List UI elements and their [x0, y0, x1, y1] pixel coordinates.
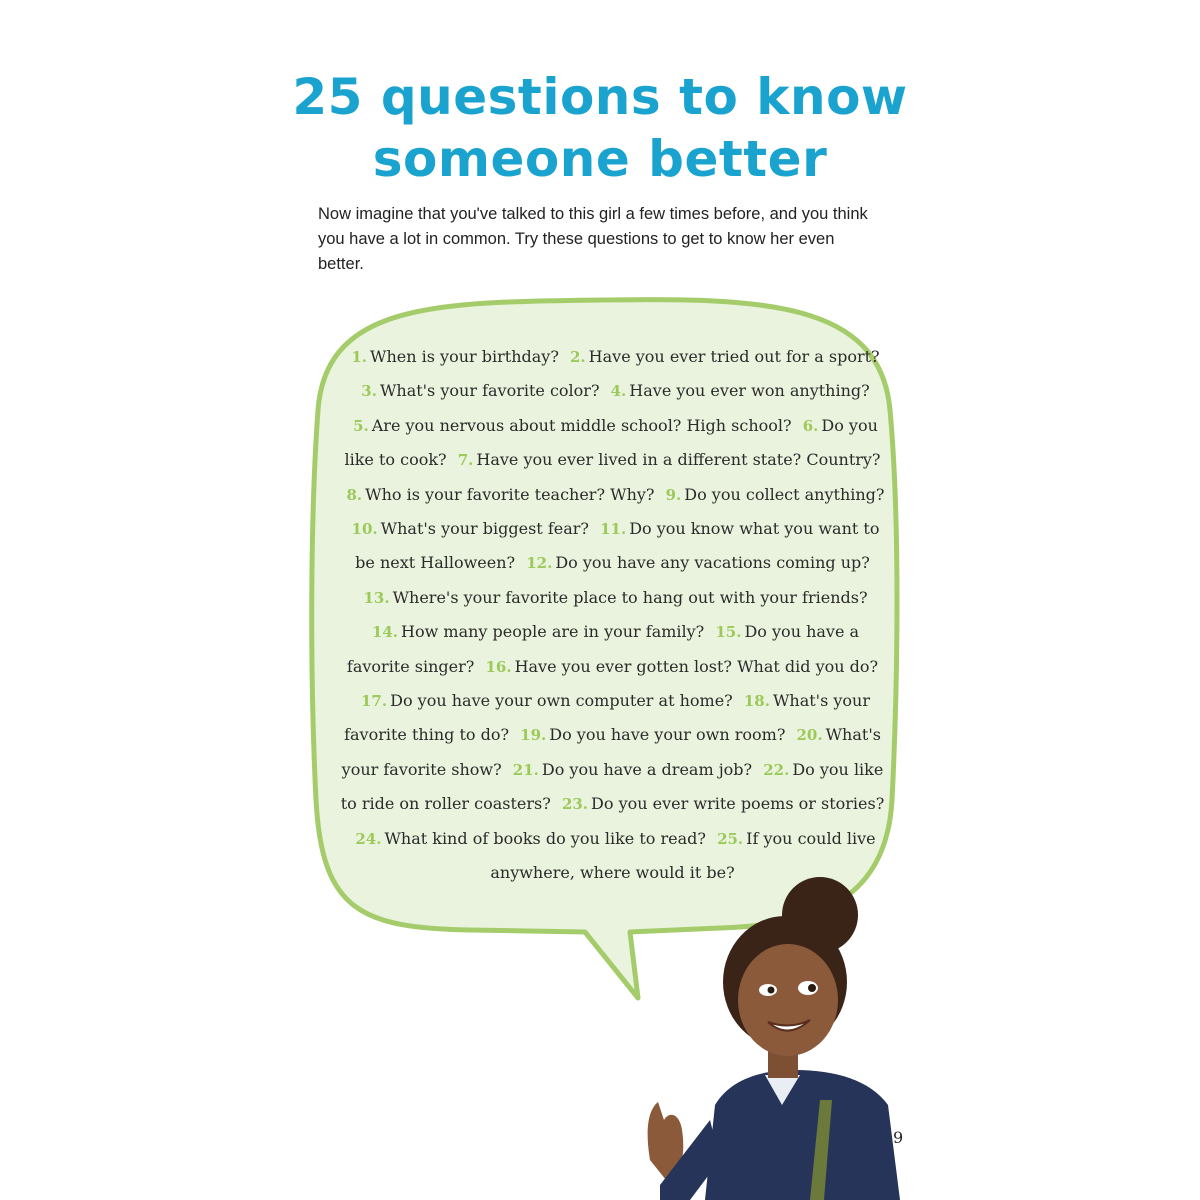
girl-pupil-left: [768, 987, 775, 994]
question-item: [366, 622, 704, 641]
question-number: 22.: [763, 760, 790, 779]
question-text: What's your favorite show?: [341, 725, 881, 779]
question-item: [345, 347, 559, 366]
question-item: [660, 485, 885, 504]
question-item: [355, 691, 733, 710]
question-item: [340, 485, 654, 504]
question-number: 15.: [715, 623, 742, 642]
question-item: [355, 381, 599, 400]
questions-list: [340, 340, 885, 890]
question-item: [564, 347, 880, 366]
question-number: 11.: [600, 520, 627, 539]
question-number: 9.: [665, 485, 682, 504]
question-number: 23.: [561, 795, 589, 814]
question-item: [349, 829, 706, 848]
question-text: Do you like to ride on roller coasters?: [340, 759, 884, 814]
question-text: Have you ever lived in a different state? Country?: [476, 450, 881, 470]
question-number: 3.: [361, 382, 377, 401]
page-title-line-2: someone better: [372, 130, 828, 188]
girl-face: [738, 944, 838, 1056]
question-number: 21.: [512, 760, 539, 779]
question-text: Who is your favorite teacher? Why?: [365, 484, 655, 504]
question-text: Have you ever won anything?: [629, 381, 870, 401]
question-text: What kind of books do you like to read?: [384, 828, 706, 848]
question-text: What's your favorite thing to do?: [344, 691, 870, 745]
question-text: Do you have any vacations coming up?: [555, 553, 870, 573]
question-text: Do you like to cook?: [344, 415, 878, 470]
question-number: 6.: [802, 416, 819, 435]
question-text: Do you ever write poems or stories?: [591, 794, 885, 814]
question-text: Are you nervous about middle school? High school?: [371, 415, 792, 435]
question-number: 13.: [363, 588, 390, 607]
question-number: 25.: [717, 829, 744, 848]
question-number: 12.: [526, 554, 553, 573]
question-item: [452, 450, 881, 469]
question-item: [556, 794, 884, 813]
question-number: 8.: [346, 485, 363, 504]
page-title-line-1: 25 questions to know: [292, 68, 908, 126]
girl-pupil-right: [808, 984, 816, 992]
question-number: 1.: [351, 348, 368, 366]
question-number: 7.: [457, 451, 474, 470]
question-text: Do you have your own room?: [549, 725, 786, 745]
question-item: [479, 657, 878, 676]
question-item: [507, 760, 752, 779]
question-number: 19.: [520, 726, 547, 745]
question-number: 14.: [371, 623, 399, 642]
question-text: Do you have a favorite singer?: [346, 622, 860, 676]
question-item: [357, 588, 867, 607]
question-text: Do you know what you want to be next Halloween?: [355, 519, 880, 573]
intro-paragraph: Now imagine that you've talked to this girl a few times before, and you think you have a lot in common. Try these questions to get to know her even better.: [318, 205, 868, 273]
question-item: [514, 725, 785, 744]
page-number: 9: [893, 1128, 904, 1147]
question-number: 2.: [570, 348, 586, 366]
question-text: What's your favorite color?: [379, 381, 600, 401]
question-number: 16.: [485, 657, 512, 676]
girl-jacket: [705, 1070, 900, 1200]
question-number: 4.: [610, 382, 627, 401]
question-text: Have you ever tried out for a sport?: [588, 347, 880, 366]
question-text: If you could live anywhere, where would it be?: [490, 828, 876, 883]
question-item: [605, 381, 870, 400]
question-number: 24.: [355, 829, 382, 848]
girl-illustration: [620, 870, 930, 1200]
question-text: How many people are in your family?: [401, 622, 705, 642]
question-text: Have you ever gotten lost? What did you do?: [514, 656, 879, 676]
question-text: What's your biggest fear?: [380, 519, 589, 539]
question-item: [347, 416, 792, 435]
question-text: When is your birthday?: [370, 347, 559, 366]
question-item: [346, 519, 589, 538]
question-number: 10.: [351, 520, 378, 539]
question-number: 5.: [353, 416, 369, 435]
question-item: [520, 553, 870, 572]
question-number: 20.: [796, 726, 823, 745]
question-number: 18.: [743, 692, 770, 711]
question-text: Do you have your own computer at home?: [390, 691, 733, 711]
question-text: Do you collect anything?: [684, 484, 885, 504]
question-number: 17.: [361, 692, 388, 711]
question-text: Where's your favorite place to hang out with your friends?: [392, 587, 868, 607]
question-text: Do you have a dream job?: [541, 759, 753, 779]
